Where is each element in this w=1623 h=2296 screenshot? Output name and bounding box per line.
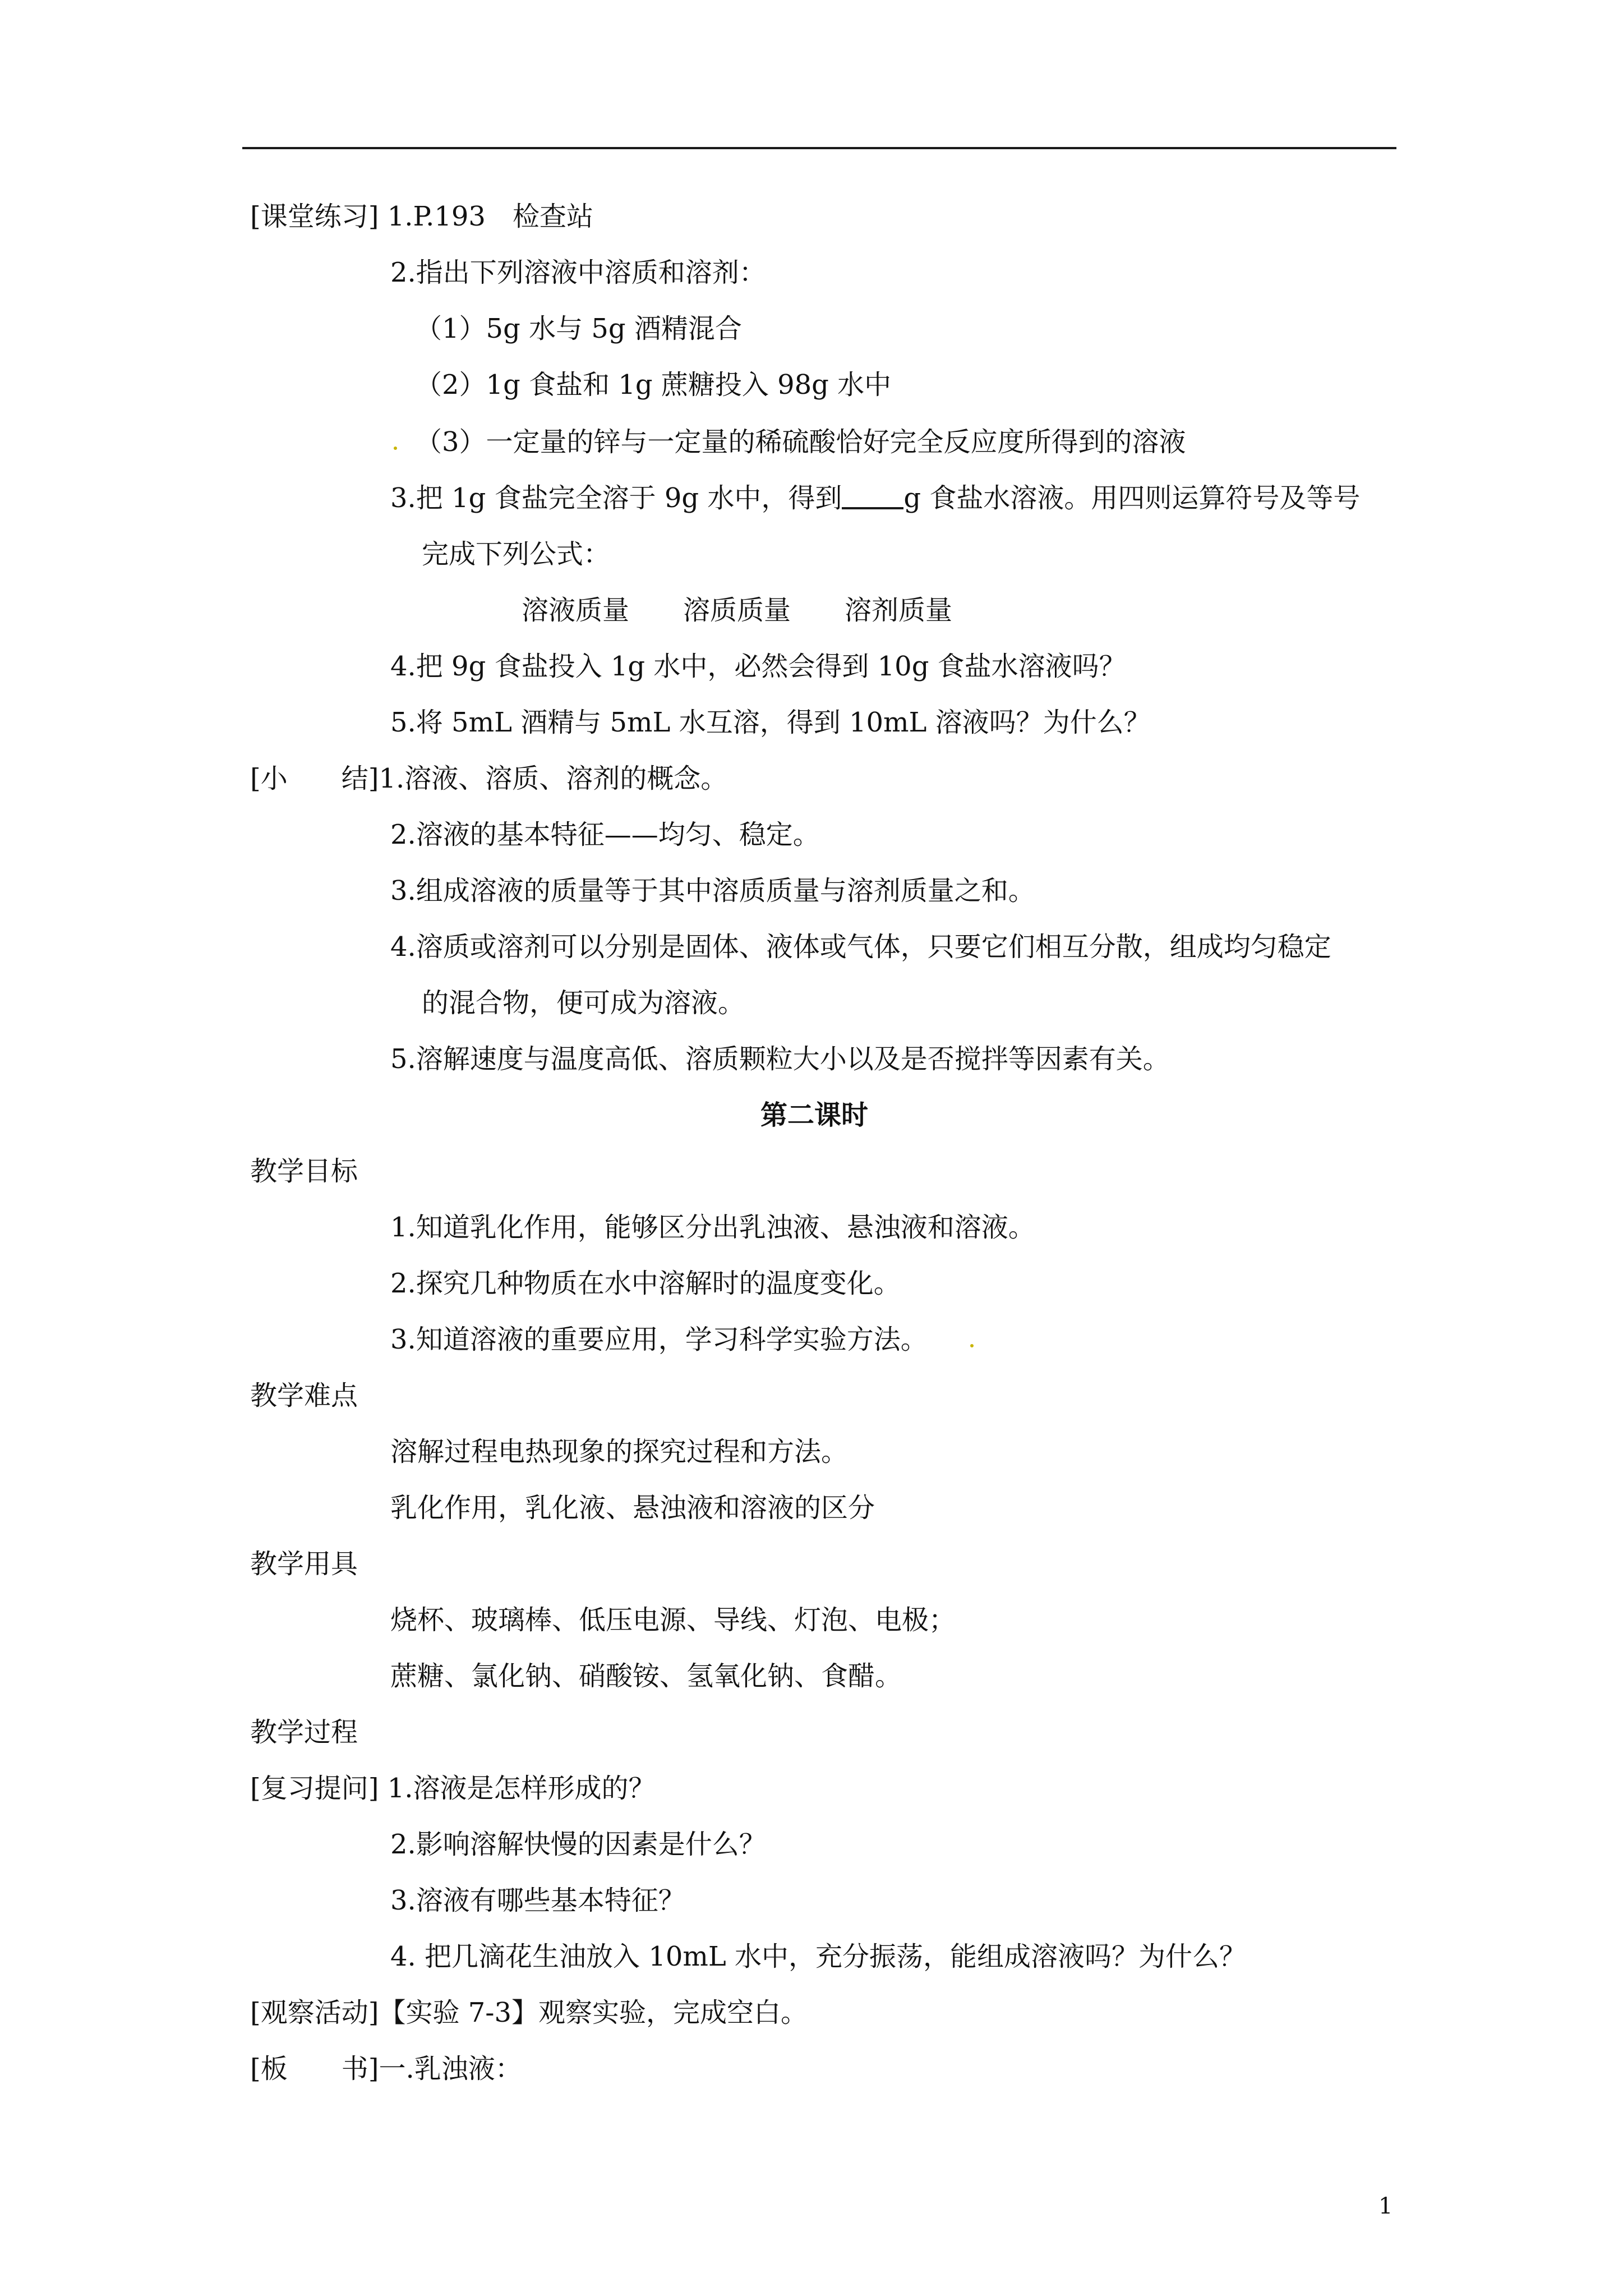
stray-mark-dot (970, 1344, 974, 1347)
observe-line: [观察活动]【实验 7-3】观察实验，完成空白。 (250, 1997, 808, 2028)
exercise-line-8: 溶液质量 溶质质量 溶剂质量 (522, 595, 953, 626)
stray-mark-dot (394, 447, 397, 450)
tools-1: 烧杯、玻璃棒、低压电源、导线、灯泡、电极； (390, 1604, 956, 1636)
review-line-2: 2.影响溶解快慢的因素是什么？ (390, 1829, 766, 1860)
header-rule (242, 147, 1396, 149)
exercise-line-3: （1）5g 水与 5g 酒精混合 (415, 313, 742, 344)
summary-line-6: 5.溶解速度与温度高低、溶质颗粒大小以及是否搅拌等因素有关。 (390, 1043, 1170, 1075)
summary-line-5: 的混合物，便可成为溶液。 (422, 987, 745, 1019)
exercise-line-6 (390, 481, 1360, 515)
exercise-line-2: 2.指出下列溶液中溶质和溶剂： (390, 257, 766, 288)
page-number: 1 (1378, 2193, 1393, 2219)
board-line: [板 书]一.乳浊液： (250, 2053, 522, 2085)
exercise-line-4: （2）1g 食盐和 1g 蔗糖投入 98g 水中 (415, 369, 892, 401)
exercise-line-7: 完成下列公式： (422, 539, 611, 570)
goal-1: 1.知道乳化作用，能够区分出乳浊液、悬浊液和溶液。 (390, 1212, 1035, 1243)
difficulty-heading: 教学难点 (250, 1380, 358, 1411)
goal-3: 3.知道溶液的重要应用，学习科学实验方法。 (390, 1324, 928, 1355)
exercise-line-10: 5.将 5mL 酒精与 5mL 水互溶，得到 10mL 溶液吗？为什么？ (390, 707, 1151, 738)
tools-heading: 教学用具 (250, 1548, 358, 1580)
summary-line-1: [小 结]1.溶液、溶质、溶剂的概念。 (250, 763, 728, 794)
exercise-line-6-start: 3.把 1g 食盐完全溶于 9g 水中，得到 (390, 482, 842, 514)
section-title: 第二课时 (760, 1099, 869, 1131)
tools-2: 蔗糖、氯化钠、硝酸铵、氢氧化钠、食醋。 (390, 1660, 902, 1692)
exercise-line-9: 4.把 9g 食盐投入 1g 水中，必然会得到 10g 食盐水溶液吗？ (390, 651, 1126, 682)
summary-line-2: 2.溶液的基本特征——均匀、稳定。 (390, 819, 820, 850)
goals-heading: 教学目标 (250, 1156, 358, 1187)
review-line-3: 3.溶液有哪些基本特征？ (390, 1885, 685, 1916)
difficulty-1: 溶解过程电热现象的探究过程和方法。 (390, 1436, 849, 1467)
process-heading: 教学过程 (250, 1717, 358, 1748)
difficulty-2: 乳化作用，乳化液、悬浊液和溶液的区分 (390, 1492, 875, 1524)
summary-line-3: 3.组成溶液的质量等于其中溶质质量与溶剂质量之和。 (390, 875, 1035, 907)
summary-line-4: 4.溶质或溶剂可以分别是固体、液体或气体，只要它们相互分散，组成均匀稳定 (390, 931, 1331, 963)
exercise-line-6-end: g 食盐水溶液。用四则运算符号及等号 (903, 482, 1361, 514)
fill-in-blank (842, 485, 903, 509)
review-line-4: 4. 把几滴花生油放入 10mL 水中，充分振荡，能组成溶液吗？为什么？ (390, 1941, 1247, 1972)
goal-2: 2.探究几种物质在水中溶解时的温度变化。 (390, 1268, 901, 1299)
exercise-line-5: （3）一定量的锌与一定量的稀硫酸恰好完全反应度所得到的溶液 (415, 426, 1186, 458)
review-line-1: [复习提问] 1.溶液是怎样形成的？ (250, 1773, 656, 1804)
exercise-line-1: [课堂练习] 1.P.193 检查站 (250, 201, 593, 232)
